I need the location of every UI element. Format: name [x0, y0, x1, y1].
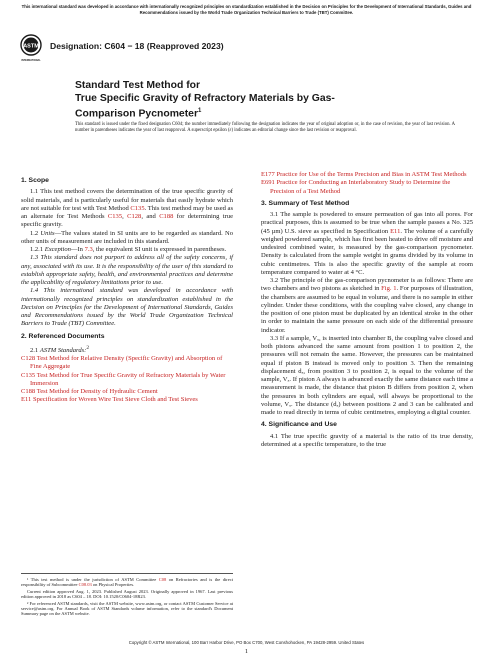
left-column: [21, 173, 233, 405]
svg-text:ASTM: ASTM: [23, 43, 39, 50]
page-number: 1: [244, 648, 249, 655]
reference-c188: C188 Test Method for Density of Hydraulic Cement: [21, 388, 158, 396]
scope-paragraph-1-1: 1.1 This test method covers the determination of the true specific gravity of solid materials, and is particularly useful for materials that easily hydrate which are not suitable for test with Test Method C135. This test method may be used as an alternate for Test Methods C135, C128, and C188 for determining true specific gravity.: [21, 188, 234, 229]
link-ref-e11[interactable]: E11: [21, 396, 32, 404]
references-intro: 2.1 ASTM Standards:$^2$: [30, 344, 90, 354]
right-column: [261, 171, 473, 449]
scope-paragraph-1-4: 1.4 This international standard was developed in accordance with internationally recognized principles on standardization established in the Decision on Principles for the Development of International Standards, Guides and Recommendations issued by the World Trade Organization Technical Barriers to Trade (TBT) Committee.: [21, 287, 233, 328]
title-line-1: Standard Test Method for: [75, 80, 201, 91]
link-ref-c128[interactable]: C128: [21, 355, 36, 363]
fixed-designation-note: This standard is issued under the fixed designation C604; the number immediately following the designation indicates the year of original adoption or, in the case of revision, the year of last revision. A number in parentheses indicates the year of last reapproval. A superscript epsilon (ε) indicates an editorial change since the last revision or reapproval.: [75, 122, 455, 133]
summary-paragraph-3-2: 3.2 The principle of the gas-comparison pycnometer is as follows: There are two chambers and two pistons as sketched in Fig. 1. For purposes of illustration, the chambers are assumed to be equal in volume, and there is no sample in either cylinder. Under these conditions, with the coupling valve closed, any change in the position of one piston must be duplicated by an identical stroke in the other in order to maintain the same pressure on each side of the differential pressure indicator.: [261, 277, 473, 334]
footnote-1: ¹ This test method is under the jurisdiction of ASTM Committee C08 on Refractories and is the direct responsibility of Subcommittee C08.03 on Physical Properties.: [21, 577, 233, 588]
link-section-7-3[interactable]: 7.3: [84, 246, 93, 253]
reference-e177: E177 Practice for Use of the Terms Precision and Bias in ASTM Test Methods: [261, 171, 467, 178]
link-c128[interactable]: C128: [127, 213, 142, 220]
summary-heading: 3. Summary of Test Method: [261, 199, 350, 207]
scope-paragraph-1-3: 1.3 This standard does not purport to address all of the safety concerns, if any, associated with its use. It is the responsibility of the user of this standard to establish appropriate safety, health, and environmental practices and determine the applicability of regulatory limitations prior to use.: [21, 254, 233, 286]
link-ref-c188[interactable]: C188: [21, 388, 36, 396]
link-c135-2[interactable]: C135: [107, 213, 123, 220]
significance-paragraph-4-1: 4.1 The true specific gravity of a material is the ratio of its true density, determined at a specific temperature, to the true: [261, 432, 473, 448]
scope-heading: 1. Scope: [21, 177, 49, 184]
reference-e11: E11 Specification for Woven Wire Test Sieve Cloth and Test Sieves: [21, 396, 198, 404]
link-e11[interactable]: E11: [390, 227, 401, 235]
link-ref-e177[interactable]: E177: [261, 171, 275, 178]
link-c08[interactable]: C08: [158, 577, 167, 582]
reference-c128: C128 Test Method for Relative Density (Specific Gravity) and Absorption of Fine Aggregate: [21, 355, 223, 371]
scope-paragraph-1-2: 1.2 Units—The values stated in SI units are to be regarded as standard. No other units of measurement are included in this standard.: [21, 229, 233, 245]
title-line-2: True Specific Gravity of Refractory Materials by Gas-: [75, 92, 335, 104]
title-line-3-text: Comparison Pycnometer: [75, 108, 198, 120]
footnotes: [21, 573, 233, 618]
link-fig-1[interactable]: Fig. 1: [381, 285, 397, 293]
summary-paragraph-3-3: 3.3 If a sample, Vₓ, is inserted into chamber B, the coupling valve closed and both pistons advanced the same amount from position 1 to position 2, the pressures will not remain the same. However, the pressures can be maintained equal if piston B instead is moved only to position 3. Then the remaining displacement dₓ, from position 3 to position 2, is equal to the volume of the sample, Vₓ. If piston A always is advanced exactly the same distance each time a measurement is made, the distance that piston B differs from position 2, when the pressures in both cylinders are equal, will always be proportional to the volume, Vₓ. The distance (dₓ) between positions 2 and 3 can be calibrated and made to read directly in terms of cubic centimetres, employing a digital counter.: [261, 334, 473, 416]
link-ref-e691[interactable]: E691: [261, 179, 275, 187]
referenced-documents-heading: 2. Referenced Documents: [21, 332, 105, 340]
designation: Designation: C604 − 18 (Reapproved 2023): [50, 41, 224, 51]
footnote-2: ² For referenced ASTM standards, visit the ASTM website, www.astm.org, or contact ASTM Customer Service at service@astm.org. For Annual Book of ASTM Standards volume information, refer to the standard's Document Summary page on the ASTM website.: [21, 600, 233, 617]
footnote-1-edition: Current edition approved Aug. 1, 2023. Published August 2023. Originally approved in 1967. Last previous edition approved in 2018 as C604 – 18. DOI: 10.1520/C0604-18R23.: [21, 588, 233, 600]
link-c188[interactable]: C188: [159, 213, 174, 220]
standards-notice: This international standard was developed in accordance with internationally recognized principles on standardization established in the Decision on Principles for the Development of International Standards, Guides and Recommendations issued by the World Trade Organization Technical Barriers to Trade (TBT) Committee.: [21, 4, 472, 15]
svg-text:INTERNATIONAL: INTERNATIONAL: [21, 59, 41, 62]
title-footnote-mark: 1: [198, 108, 202, 115]
reference-e691: E691 Practice for Conducting an Interlaboratory Study to Determine the Precision of a Test Method: [261, 179, 451, 195]
link-c08-03[interactable]: C08.03: [78, 582, 92, 588]
title-line-3: [75, 105, 455, 121]
copyright-footer: Copyright © ASTM International, 100 Barr Harbor Drive, PO Box C700, West Conshohocken, PA 19428-2959. United States: [128, 640, 365, 645]
astm-logo: [20, 34, 42, 67]
scope-paragraph-1-2-1: 1.2.1 Exception—In 7.3, the equivalent SI unit is expressed in parentheses.: [30, 246, 227, 253]
summary-paragraph-3-1: 3.1 The sample is powdered to ensure permeation of gas into all pores. For practical purposes, this is assumed to be true when the sample passes a No. 325 (45 µm) U.S. sieve as specified in Specification E11. The volume of a carefully weighed powdered sample, which has first been heated to drive off moisture and undesired combined water, is measured by the gas-comparison pycnometer. Density is calculated from the sample weight in grams divided by its volume in cubic centimetres. This is also the specific gravity of the sample at room temperature compared to water at 4 °C.: [261, 211, 473, 276]
link-ref-c135[interactable]: C135: [21, 371, 36, 379]
link-c135[interactable]: C135: [130, 204, 145, 212]
document-title: [75, 80, 455, 121]
reference-c135: C135 Test Method for True Specific Gravity of Refractory Materials by Water Immersion: [21, 371, 226, 387]
significance-heading: 4. Significance and Use: [261, 421, 337, 429]
